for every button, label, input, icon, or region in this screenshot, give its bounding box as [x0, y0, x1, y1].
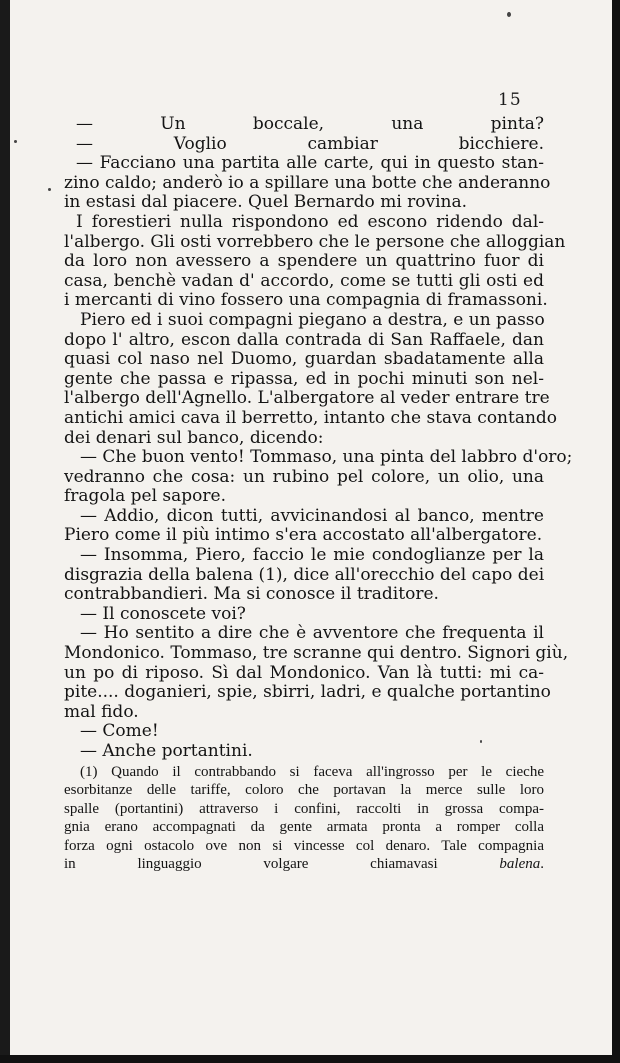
text-line: antichi amici cava il berretto, intanto che stava contando: [64, 407, 558, 428]
text-line: Piero come il più intimo s'era accostato all'albergatore.: [64, 525, 543, 546]
text-line: in estasi dal piacere. Quel Bernardo mi rovina.: [64, 192, 468, 213]
text-line: l'albergo. Gli osti vorrebbero che le persone che alloggian: [64, 231, 566, 252]
text-line: contrabbandieri. Ma si conosce il traditore.: [64, 584, 439, 605]
text-line: da loro non avessero a spendere un quattrino fuor di: [64, 251, 544, 272]
footnote-line-last: [64, 855, 544, 873]
footnote-line: spalle (portantini) attraverso i confini, raccolti in grossa compa-: [64, 800, 544, 817]
text-line: — Addio, dicon tutti, avvicinandosi al banco, mentre: [80, 505, 544, 526]
text-line: zino caldo; anderò io a spillare una botte che anderanno: [64, 172, 551, 193]
footnote-period: .: [540, 856, 544, 873]
text-line: mal fido.: [64, 701, 139, 722]
scan-bottom-edge: [0, 1055, 620, 1063]
text-line: — Voglio cambiar bicchiere.: [76, 133, 544, 154]
text-line: pite.... doganieri, spie, sbirri, ladri, e qualche portantino: [64, 682, 551, 703]
footnote: [64, 763, 544, 873]
book-page: [10, 0, 612, 1055]
footnote-line: (1) Quando il contrabbando si faceva all'ingrosso per le cieche: [80, 764, 544, 780]
text-line: — Insomma, Piero, faccio le mie condoglianze per la: [80, 545, 544, 566]
text-line: fragola pel sapore.: [64, 486, 226, 507]
scan-speck: [14, 140, 17, 143]
text-line: — Che buon vento! Tommaso, una pinta del labbro d'oro;: [80, 447, 573, 468]
text-line: vedranno che cosa: un rubino pel colore, un olio, una: [64, 466, 544, 487]
text-line: i mercanti di vino fossero una compagnia di framassoni.: [64, 290, 548, 311]
page-number: 15: [498, 90, 522, 110]
scan-speck: [48, 188, 51, 191]
scan-left-edge: [0, 0, 10, 1063]
footnote-line: forza ogni ostacolo ove non si vincesse col denaro. Tale compagnia: [64, 837, 544, 854]
text-line: — Anche portantini.: [80, 741, 253, 761]
text-line: — Come!: [80, 721, 159, 742]
body-text: [64, 114, 573, 762]
text-line: casa, benchè vadan d' accordo, come se tutti gli osti ed: [64, 270, 544, 291]
text-line: I forestieri nulla rispondono ed escono ridendo dal-: [76, 211, 544, 232]
text-line: — Ho sentito a dire che è avventore che frequenta il: [80, 623, 544, 644]
text-line: Mondonico. Tommaso, tre scranne qui dentro. Signori giù,: [64, 643, 569, 664]
text-line: quasi col naso nel Duomo, guardan sbadatamente alla: [64, 349, 544, 370]
footnote-line: esorbitanze delle tariffe, coloro che portavan la merce sulle loro: [64, 782, 544, 799]
text-line: gente che passa e ripassa, ed in pochi minuti son nel-: [64, 368, 544, 389]
text-line: dei denari sul banco, dicendo:: [64, 427, 324, 448]
scan-speck: [480, 740, 482, 743]
text-line: — Il conoscete voi?: [80, 603, 246, 624]
footnote-text: in linguaggio volgare chiamavasi: [64, 856, 500, 873]
text-line: un po di riposo. Sì dal Mondonico. Van là tutti: mi ca-: [64, 662, 544, 683]
text-line: disgrazia della balena (1), dice all'orecchio del capo dei: [64, 564, 545, 585]
scan-speck: [507, 12, 511, 17]
text-line: — Facciano una partita alle carte, qui in questo stan-: [76, 153, 544, 174]
text-line: dopo l' altro, escon dalla contrada di San Raffaele, dan: [64, 329, 544, 350]
text-line: l'albergo dell'Agnello. L'albergatore al veder entrare tre: [64, 388, 550, 409]
text-line: Piero ed i suoi compagni piegano a destra, e un passo: [80, 309, 545, 330]
footnote-italic-term: balena: [499, 856, 541, 873]
footnote-line: gnia erano accompagnati da gente armata pronta a romper colla: [64, 819, 544, 836]
text-line: — Un boccale, una pinta?: [76, 114, 544, 134]
